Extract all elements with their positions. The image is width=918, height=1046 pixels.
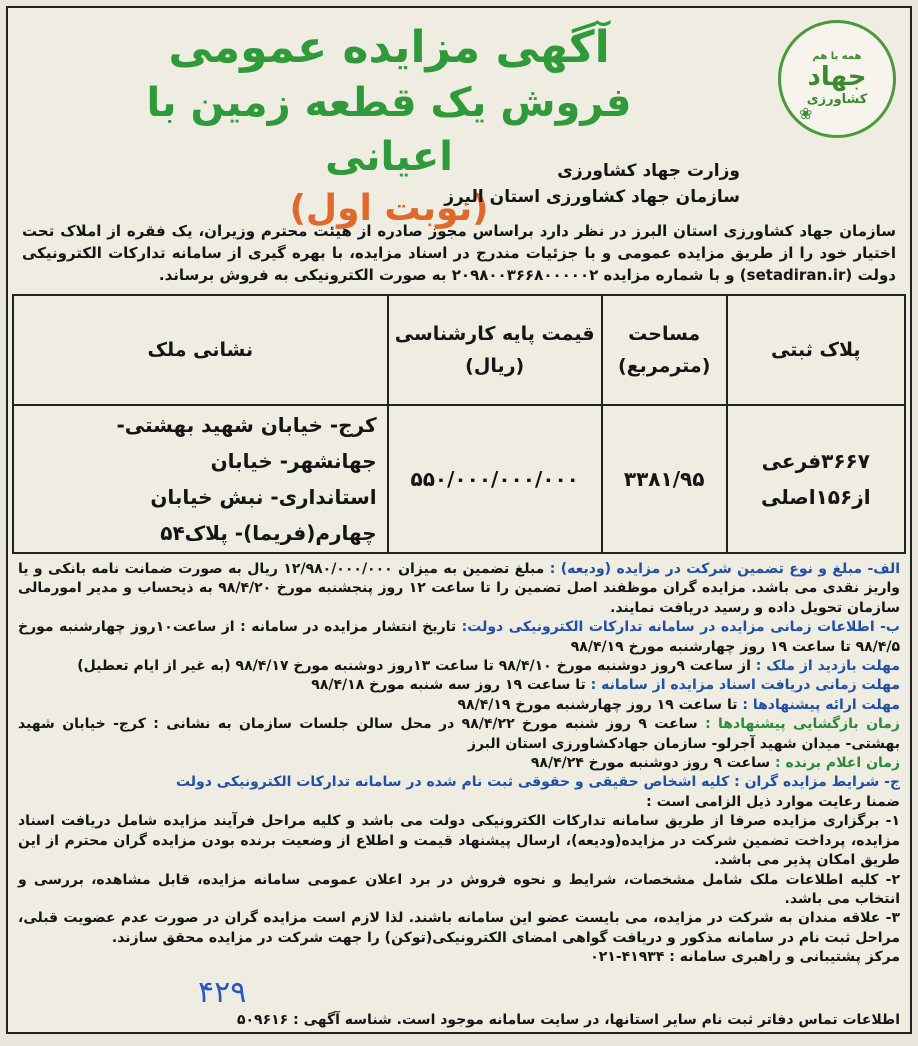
header-address: نشانی ملک — [13, 295, 388, 405]
conditions — [8, 560, 910, 968]
ministry-line1: وزارت جهاد کشاورزی — [557, 161, 740, 181]
logo-top: همه با هم — [812, 51, 862, 62]
offer-body: تا ساعت ۱۹ روز چهارشنبه مورخ ۹۸/۴/۱۹ — [457, 696, 743, 713]
visit-body: از ساعت ۹روز دوشنبه مورخ ۹۸/۴/۱۰ تا ساعت ۱۳روز دوشنبه مورخ ۹۸/۴/۱۷ (به غیر از ایام تعطیل) — [77, 658, 756, 675]
title-line3: (نوبت اول) — [289, 188, 489, 229]
header-price — [388, 295, 602, 405]
winner-body: ساعت ۹ روز دوشنبه مورخ ۹۸/۴/۲۴ — [530, 755, 776, 772]
header-area-label: مساحت — [628, 323, 701, 345]
item-1: ۱- برگزاری مزایده صرفا از طریق سامانه تدارکات الکترونیکی دولت می باشد و کلیه مراحل فرآیند مزایده شامل دریافت اسناد مزایده، پرداخت تضمین شرکت در مزایده(ودیعه)، ارسال پیشنهاد قیمت و اطلاع از وضعیت برنده بودن مزایده گران محترم از این طریق امکان پذیر می باشد. — [18, 813, 900, 869]
section-jim: ج- شرایط مزایده گران : کلیه اشخاص حقیقی و حقوقی ثبت نام شده در سامانه تدارکات الکترونیکی دولت — [175, 774, 900, 791]
winner-title: زمان اعلام برنده : — [775, 755, 900, 772]
header-price-unit: (ریال) — [465, 355, 525, 377]
title-line2: فروش یک قطعه زمین با اعیانی — [146, 80, 632, 180]
ministry-block — [444, 158, 740, 210]
docs-body: تا ساعت ۱۹ روز سه شنبه مورخ ۹۸/۴/۱۸ — [311, 677, 591, 694]
title-line1: آگهی مزایده عمومی — [168, 22, 610, 73]
support-line: مرکز پشتیبانی و راهبری سامانه : ۴۱۹۳۴-۰۲۱ — [590, 949, 900, 966]
cell-price: ۵۵۰/۰۰۰/۰۰۰/۰۰۰ — [388, 405, 602, 553]
leaf-icon: ❀ — [799, 104, 813, 123]
cell-plak — [727, 405, 905, 553]
be-body: تاریخ انتشار مزایده در سامانه : از ساعت۱۰روز چهارشنبه مورخ ۹۸/۴/۵ تا ساعت ۱۹ روز چهارشنبه مورخ ۹۸/۴/۱۹ — [18, 619, 900, 655]
property-table — [12, 294, 906, 554]
header-area-unit: (مترمربع) — [617, 355, 711, 377]
header — [8, 8, 910, 229]
item-3: ۳- علاقه مندان به شرکت در مزایده، می بایست عضو این سامانه باشند. لذا لازم است مزایده گران در صورت عدم عضویت قبلی، مراحل ثبت نام در سامانه مذکور و دریافت گواهی امضای الکترونیکی(توکن) را جهت شرکت در مزایده محقق سازند. — [18, 910, 900, 946]
open-body: ساعت ۹ روز شنبه مورخ ۹۸/۴/۲۲ در محل سالن جلسات سازمان به نشانی : کرج- خیابان شهید بهشتی- میدان شهید آجرلو- سازمان جهادکشاورزی استان البرز — [18, 716, 900, 752]
section-visit — [18, 657, 900, 676]
note: ضمنا رعایت موارد ذیل الزامی است : — [646, 793, 900, 810]
alef-title: الف- مبلغ و نوع تضمین شرکت در مزایده (ودیعه) : — [549, 561, 901, 577]
address-line1: کرج- خیابان شهید بهشتی- جهانشهر- خیابان — [116, 413, 377, 473]
footer-line: اطلاعات تماس دفاتر ثبت نام سایر استانها، در سایت سامانه موجود است. شناسه آگهی : ۵۰۹۶۱۶ — [236, 1012, 900, 1028]
plak-line2: از۱۵۶اصلی — [761, 485, 871, 509]
logo-main: جهاد — [807, 62, 867, 92]
be-title: ب- اطلاعات زمانی مزایده در سامانه تدارکات الکترونیکی دولت: — [461, 619, 900, 636]
section-alef — [18, 560, 900, 618]
section-open — [18, 715, 900, 754]
table-row — [13, 405, 905, 553]
visit-title: مهلت بازدید از ملک : — [755, 658, 900, 675]
section-winner — [18, 754, 900, 773]
jahad-logo — [778, 20, 896, 138]
header-price-label: قیمت پایه کارشناسی — [394, 323, 595, 345]
docs-title: مهلت زمانی دریافت اسناد مزایده از سامانه : — [590, 677, 900, 694]
logo-sub: کشاورزی — [806, 92, 868, 107]
section-be — [18, 618, 900, 657]
handwritten-number: ۴۲۹ — [198, 975, 247, 1010]
offer-title: مهلت ارائه پیشنهادها : — [742, 696, 900, 713]
plak-line1: ۳۶۶۷فرعی — [761, 449, 870, 473]
table-header-row — [13, 295, 905, 405]
section-docs — [18, 676, 900, 695]
intro-paragraph: سازمان جهاد کشاورزی استان البرز در نظر دارد براساس مجوز صادره از هیئت محترم وزیران، یک فقره از املاک تحت اختیار خود را از طریق مزایده عمومی و با جزئیات مندرج در اسناد مزایده، با بهره گیری از سامانه تدارکات الکترونیکی دولت (setadiran.ir) و با شماره مزایده ۲۰۹۸۰۰۳۶۶۸۰۰۰۰۰۲ به صورت الکترونیکی به فروش برساند. — [22, 222, 896, 284]
open-title: زمان بازگشایی پیشنهادها : — [705, 716, 900, 733]
header-area — [602, 295, 727, 405]
item-2: ۲- کلیه اطلاعات ملک شامل مشخصات، شرایط و نحوه فروش در برد اعلان عمومی سامانه مزایده، قابل مشاهده، بررسی و انتخاب می باشد. — [18, 871, 900, 907]
ministry-line2: سازمان جهاد کشاورزی استان البرز — [444, 187, 740, 207]
cell-area: ۳۳۸۱/۹۵ — [602, 405, 727, 553]
address-line2: استانداری- نبش خیابان چهارم(فریما)- پلاک۵۴ — [150, 485, 377, 545]
section-offer — [18, 696, 900, 715]
auction-notice — [6, 6, 912, 1034]
alef-body: مبلغ تضمین به میزان ۱۲/۹۸۰/۰۰۰/۰۰۰ ریال به صورت ضمانت نامه بانکی و یا واریز نقدی می باشد. مزایده گران موظفند اصل تضمین را تا ساعت ۱۲ روز پنجشنبه مورخ ۹۸/۴/۲۰ به ذیحساب و مدیر امورمالی سازمان تحویل داده و رسید دریافت نمایند. — [18, 561, 901, 616]
header-plak: پلاک ثبتی — [727, 295, 905, 405]
cell-address — [13, 405, 388, 553]
